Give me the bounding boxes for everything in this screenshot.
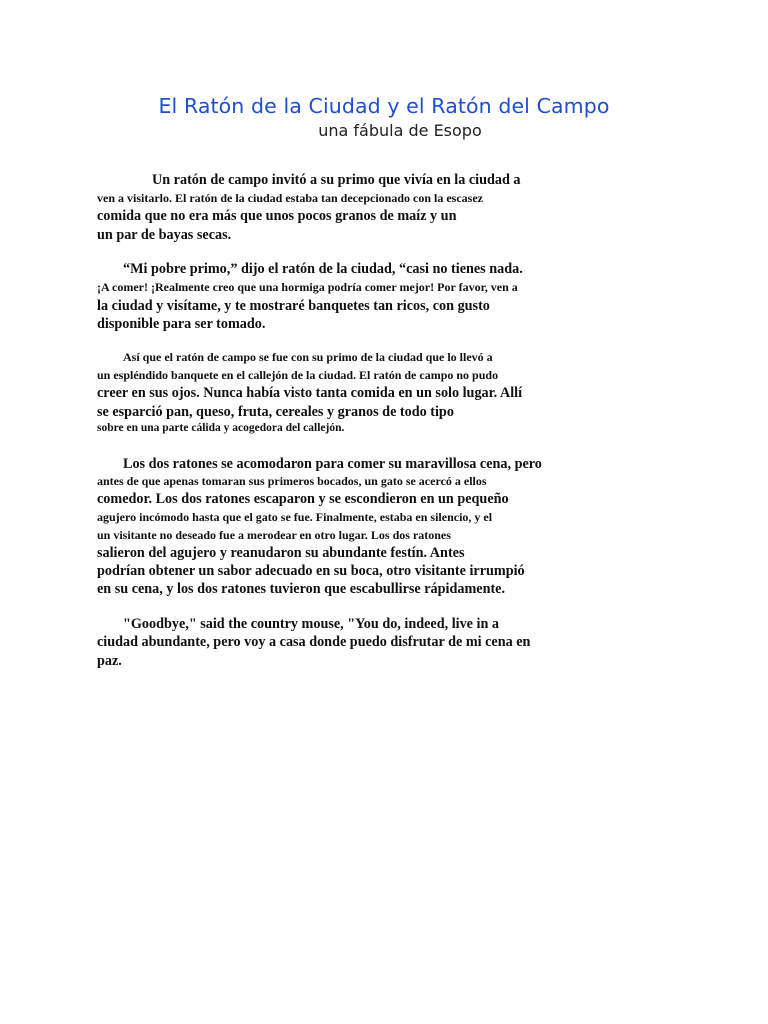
- paragraph-2-line-1: “Mi pobre primo,” dijo el ratón de la ciudad, “casi no tienes nada.: [123, 261, 523, 277]
- document-subtitle: una fábula de Esopo: [318, 121, 482, 140]
- paragraph-3-line-2: un espléndido banquete en el callejón de la ciudad. El ratón de campo no pudo: [97, 368, 499, 382]
- paragraph-2-line-3: la ciudad y visítame, y te mostraré banquetes tan ricos, con gusto: [97, 298, 490, 314]
- paragraph-1-line-3: comida que no era más que unos pocos granos de maíz y un: [97, 208, 457, 224]
- paragraph-4-line-2: antes de que apenas tomaran sus primeros bocados, un gato se acercó a ellos: [97, 474, 487, 488]
- paragraph-3-line-1: Así que el ratón de campo se fue con su primo de la ciudad que lo llevó a: [123, 350, 493, 364]
- paragraph-4-line-5: un visitante no deseado fue a merodear en otro lugar. Los dos ratones: [97, 528, 451, 542]
- paragraph-5-line-1: "Goodbye," said the country mouse, "You do, indeed, live in a: [123, 616, 499, 632]
- paragraph-3-line-5: sobre en una parte cálida y acogedora del callejón.: [97, 422, 345, 434]
- paragraph-1-line-1: Un ratón de campo invitó a su primo que vivía en la ciudad a: [152, 172, 521, 188]
- document-title: El Ratón de la Ciudad y el Ratón del Campo: [158, 94, 610, 118]
- paragraph-1-line-4: un par de bayas secas.: [97, 227, 232, 243]
- paragraph-2-line-4: disponible para ser tomado.: [97, 316, 266, 332]
- paragraph-4-line-4: agujero incómodo hasta que el gato se fue. Finalmente, estaba en silencio, y el: [97, 510, 493, 524]
- paragraph-3-line-4: se esparció pan, queso, fruta, cereales y granos de todo tipo: [97, 404, 454, 420]
- paragraph-4-line-3: comedor. Los dos ratones escaparon y se escondieron en un pequeño: [97, 491, 509, 507]
- paragraph-2-line-2: ¡A comer! ¡Realmente creo que una hormiga podría comer mejor! Por favor, ven a: [97, 280, 518, 294]
- paragraph-1-line-2: ven a visitarlo. El ratón de la ciudad estaba tan decepcionado con la escasez: [97, 191, 483, 205]
- paragraph-4-line-8: en su cena, y los dos ratones tuvieron que escabullirse rápidamente.: [97, 581, 506, 597]
- paragraph-5-line-2: ciudad abundante, pero voy a casa donde puedo disfrutar de mi cena en: [97, 634, 531, 650]
- paragraph-4-line-1: Los dos ratones se acomodaron para comer su maravillosa cena, pero: [123, 456, 542, 472]
- paragraph-3-line-3: creer en sus ojos. Nunca había visto tanta comida en un solo lugar. Allí: [97, 385, 523, 401]
- paragraph-5-line-3: paz.: [97, 653, 122, 669]
- paragraph-4-line-7: podrían obtener un sabor adecuado en su boca, otro visitante irrumpió: [97, 563, 525, 579]
- paragraph-4-line-6: salieron del agujero y reanudaron su abundante festín. Antes: [97, 545, 465, 561]
